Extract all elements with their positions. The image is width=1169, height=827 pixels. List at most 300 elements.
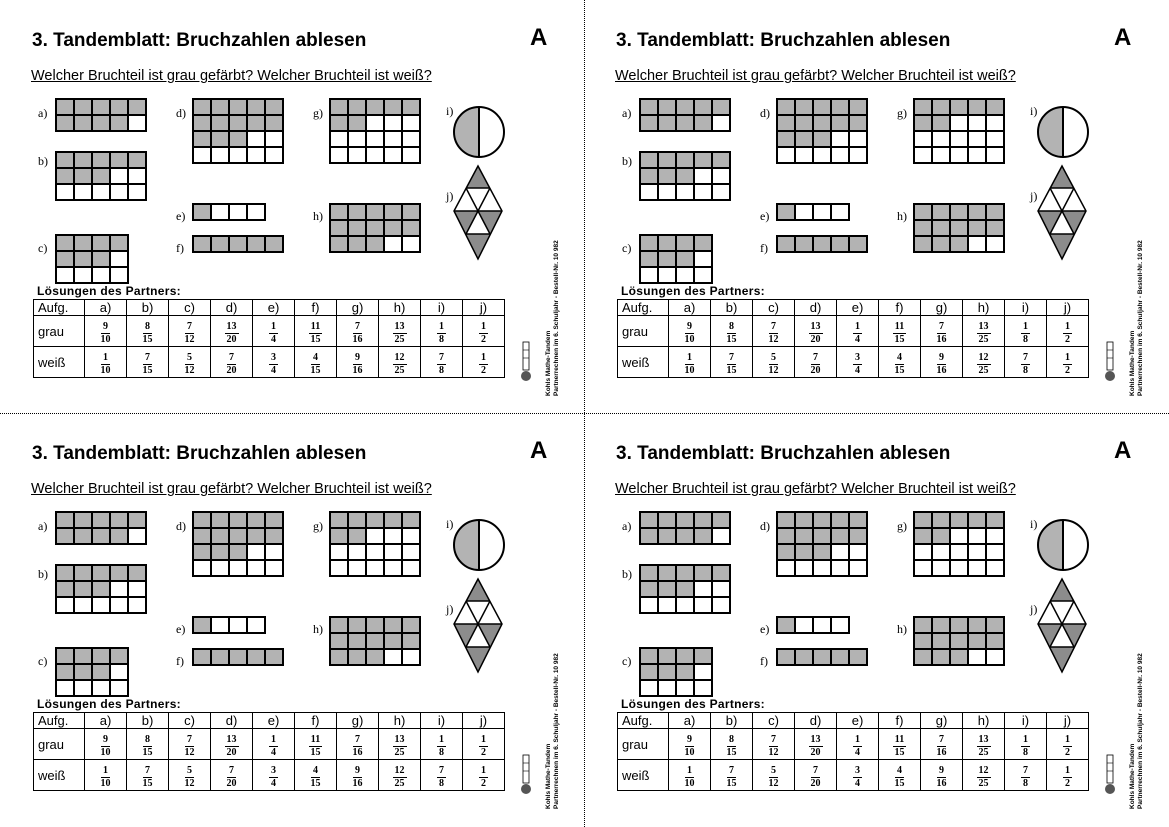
grid-cell: [384, 204, 402, 220]
grid-cell: [795, 204, 813, 220]
grid-cell: [831, 528, 849, 544]
label-h: h): [313, 209, 323, 223]
fraction: [769, 765, 779, 790]
header-cell: c): [169, 713, 211, 729]
grid-cell: [92, 528, 110, 544]
grid-cell: [110, 512, 128, 528]
numerator: 7: [813, 352, 818, 363]
grid-cell: [193, 512, 211, 528]
grid-cell: [914, 147, 932, 163]
fraction: [1021, 765, 1030, 790]
fraction-cell: [463, 347, 505, 378]
grid-cell: [968, 633, 986, 649]
grid-cell: [849, 147, 867, 163]
weiss-label: weiß: [34, 347, 85, 378]
grid-cell: [968, 115, 986, 131]
grid-cell: [914, 115, 932, 131]
denominator: 16: [936, 747, 947, 758]
grid-cell: [56, 581, 74, 597]
grid-cell: [366, 617, 384, 633]
grid-cell: [211, 544, 229, 560]
publisher-note: [545, 653, 561, 809]
numerator: 4: [897, 765, 902, 776]
grid-cell: [986, 528, 1004, 544]
numerator: 11: [310, 321, 321, 332]
denominator: 25: [394, 365, 405, 376]
grid-cell: [777, 649, 795, 665]
grid-cell: [813, 204, 831, 220]
numerator: 1: [439, 734, 444, 745]
fraction: [437, 765, 446, 790]
grid-cell: [986, 131, 1004, 147]
denominator: 12: [768, 747, 779, 758]
header-cell: h): [963, 300, 1005, 316]
grid-cell: [384, 236, 402, 252]
header-cell: f): [295, 300, 337, 316]
grid-cell: [110, 152, 128, 168]
figure-c: [55, 647, 129, 697]
numerator: 1: [687, 352, 692, 363]
fraction-cell: [921, 347, 963, 378]
numerator: 8: [145, 321, 150, 332]
denominator: 15: [310, 747, 321, 758]
grau-label: grau: [34, 316, 85, 347]
grid-cell: [366, 204, 384, 220]
numerator: 11: [894, 321, 905, 332]
grid-cell: [777, 147, 795, 163]
grid-cell: [229, 560, 247, 576]
grau-label: grau: [618, 316, 669, 347]
label-j: j): [446, 602, 454, 616]
fraction-cell: [169, 729, 211, 760]
grid-cell: [795, 528, 813, 544]
grid-cell: [74, 528, 92, 544]
worksheet-panel: [0, 413, 584, 826]
denominator: 4: [855, 778, 860, 789]
fraction-cell: [169, 760, 211, 791]
grid-cell: [676, 512, 694, 528]
denominator: 16: [936, 334, 947, 345]
fraction-cell: [753, 729, 795, 760]
grid-cell: [265, 512, 283, 528]
grid-cell: [914, 512, 932, 528]
fraction: [143, 734, 153, 759]
task-question: Welcher Bruchteil ist grau gefärbt? Welcher Bruchteil ist weiß?: [615, 68, 1016, 84]
grid-cell: [694, 267, 712, 283]
grid-cell: [795, 617, 813, 633]
label-c: c): [622, 654, 632, 668]
table-header-row: [618, 300, 1089, 316]
fraction: [353, 352, 363, 377]
worksheet-panel: [584, 0, 1168, 413]
figure-j-triangles: [453, 164, 503, 264]
grid-cell: [849, 560, 867, 576]
fraction: [479, 352, 488, 377]
label-i: i): [446, 517, 454, 531]
header-cell: h): [379, 713, 421, 729]
fraction: [727, 321, 737, 346]
grid-cell: [932, 147, 950, 163]
grid-cell: [92, 115, 110, 131]
fraction: [977, 321, 991, 346]
weiss-row: [34, 760, 505, 791]
denominator: 8: [1023, 334, 1028, 345]
grid-cell: [366, 131, 384, 147]
grid-cell: [914, 528, 932, 544]
grid-cell: [932, 236, 950, 252]
grid-cell: [932, 560, 950, 576]
denominator: 20: [226, 365, 237, 376]
denominator: 2: [1065, 778, 1070, 789]
label-h: h): [897, 622, 907, 636]
grid-cell: [92, 235, 110, 251]
numerator: 1: [481, 321, 486, 332]
grid-cell: [348, 147, 366, 163]
grid-cell: [330, 560, 348, 576]
grid-cell: [402, 131, 420, 147]
grid-cell: [384, 528, 402, 544]
figure-h: [913, 616, 1005, 666]
denominator: 16: [352, 365, 363, 376]
grid-cell: [128, 597, 146, 613]
fraction-cell: [127, 760, 169, 791]
fraction-cell: [379, 729, 421, 760]
grid-cell: [74, 664, 92, 680]
fraction-cell: [753, 347, 795, 378]
grau-label: grau: [618, 729, 669, 760]
denominator: 16: [936, 365, 947, 376]
grid-cell: [74, 597, 92, 613]
grid-cell: [694, 184, 712, 200]
grid-cell: [128, 115, 146, 131]
denominator: 10: [100, 334, 111, 345]
fraction: [769, 734, 779, 759]
fraction-cell: [211, 760, 253, 791]
header-cell: b): [711, 300, 753, 316]
numerator: 7: [729, 352, 734, 363]
numerator: 1: [1023, 734, 1028, 745]
grid-cell: [950, 204, 968, 220]
numerator: 1: [271, 321, 276, 332]
numerator: 9: [103, 734, 108, 745]
fraction-cell: [127, 347, 169, 378]
figure-g: [913, 98, 1005, 164]
figure-g: [329, 511, 421, 577]
label-f: f): [760, 654, 768, 668]
figure-f: [776, 235, 868, 253]
grid-cell: [193, 560, 211, 576]
fraction-cell: [669, 760, 711, 791]
grid-cell: [74, 648, 92, 664]
label-e: e): [176, 209, 186, 223]
grid-cell: [74, 115, 92, 131]
grid-cell: [265, 131, 283, 147]
grid-cell: [402, 236, 420, 252]
denominator: 8: [439, 365, 444, 376]
fraction: [1063, 321, 1072, 346]
grid-cell: [932, 204, 950, 220]
figure-b: [639, 564, 731, 614]
grid-cell: [777, 528, 795, 544]
figure-f: [776, 648, 868, 666]
fraction: [437, 352, 446, 377]
fraction-cell: [211, 347, 253, 378]
table-header-row: [618, 713, 1089, 729]
grid-cell: [640, 251, 658, 267]
fraction: [353, 734, 363, 759]
grid-cell: [831, 99, 849, 115]
grid-cell: [968, 649, 986, 665]
denominator: 15: [894, 747, 905, 758]
grid-cell: [128, 512, 146, 528]
grid-cell: [348, 617, 366, 633]
denominator: 2: [1065, 365, 1070, 376]
grid-cell: [849, 99, 867, 115]
grid-cell: [676, 528, 694, 544]
fraction: [977, 734, 991, 759]
grid-cell: [640, 99, 658, 115]
grid-cell: [795, 131, 813, 147]
grid-cell: [950, 99, 968, 115]
label-a: a): [38, 106, 48, 120]
fraction: [393, 734, 407, 759]
grid-cell: [694, 235, 712, 251]
grid-cell: [247, 544, 265, 560]
grid-cell: [640, 664, 658, 680]
denominator: 20: [810, 365, 821, 376]
grid-cell: [849, 528, 867, 544]
grid-cell: [795, 236, 813, 252]
grid-cell: [950, 220, 968, 236]
header-cell: f): [879, 713, 921, 729]
header-cell: g): [921, 713, 963, 729]
numerator: 7: [729, 765, 734, 776]
grid-cell: [229, 544, 247, 560]
version-letter: A: [530, 24, 548, 51]
worksheet-panel: [0, 0, 584, 413]
grid-cell: [658, 235, 676, 251]
numerator: 13: [226, 734, 237, 745]
label-f: f): [760, 241, 768, 255]
header-cell: d): [795, 713, 837, 729]
grid-cell: [110, 168, 128, 184]
grid-cell: [777, 115, 795, 131]
fraction-cell: [921, 316, 963, 347]
sheet-title: 3. Tandemblatt: Bruchzahlen ablesen: [32, 30, 367, 51]
grid-cell: [658, 152, 676, 168]
grid-cell: [986, 512, 1004, 528]
grid-cell: [402, 99, 420, 115]
fraction: [937, 321, 947, 346]
fraction: [437, 321, 446, 346]
label-b: b): [622, 567, 632, 581]
solutions-heading: Lösungen des Partners:: [37, 284, 181, 298]
grid-cell: [694, 581, 712, 597]
grid-cell: [193, 544, 211, 560]
grid-cell: [229, 617, 247, 633]
fraction: [727, 765, 737, 790]
fraction: [309, 321, 322, 346]
denominator: 15: [142, 778, 153, 789]
fraction: [1021, 352, 1030, 377]
figure-f: [192, 235, 284, 253]
denominator: 8: [1023, 365, 1028, 376]
numerator: 7: [145, 352, 150, 363]
grid-cell: [193, 131, 211, 147]
grid-cell: [658, 528, 676, 544]
fraction-cell: [879, 316, 921, 347]
fraction: [353, 765, 363, 790]
grid-cell: [56, 565, 74, 581]
grid-cell: [193, 236, 211, 252]
numerator: 1: [1023, 321, 1028, 332]
figure-c: [55, 234, 129, 284]
figure-i-circle: [452, 105, 506, 159]
denominator: 10: [684, 334, 695, 345]
fraction: [685, 321, 695, 346]
grid-cell: [831, 131, 849, 147]
grid-cell: [849, 512, 867, 528]
grid-cell: [110, 235, 128, 251]
denominator: 15: [726, 365, 737, 376]
grid-cell: [640, 267, 658, 283]
grid-cell: [110, 99, 128, 115]
fraction: [937, 734, 947, 759]
version-letter: A: [1114, 437, 1132, 464]
fraction: [269, 352, 278, 377]
header-cell: e): [253, 713, 295, 729]
weiss-row: [34, 347, 505, 378]
label-a: a): [622, 519, 632, 533]
denominator: 15: [894, 334, 905, 345]
grau-label: grau: [34, 729, 85, 760]
grid-cell: [640, 235, 658, 251]
fraction: [479, 321, 488, 346]
fraction-cell: [795, 316, 837, 347]
grid-cell: [968, 99, 986, 115]
grid-cell: [932, 131, 950, 147]
fraction: [895, 352, 905, 377]
grid-cell: [694, 251, 712, 267]
header-cell: j): [1047, 713, 1089, 729]
fraction-cell: [253, 316, 295, 347]
grid-cell: [914, 99, 932, 115]
grid-cell: [712, 528, 730, 544]
publisher-line-1: Kohls Mathe-Tandem: [545, 743, 552, 809]
fraction-cell: [669, 316, 711, 347]
fraction-cell: [295, 316, 337, 347]
fraction: [101, 734, 111, 759]
grid-cell: [348, 115, 366, 131]
grid-cell: [74, 235, 92, 251]
grid-cell: [330, 204, 348, 220]
numerator: 13: [394, 734, 405, 745]
label-d: d): [760, 106, 770, 120]
figure-d: [776, 511, 868, 577]
grid-cell: [640, 581, 658, 597]
fraction-cell: [463, 760, 505, 791]
numerator: 1: [439, 321, 444, 332]
fraction: [685, 352, 695, 377]
grid-cell: [694, 565, 712, 581]
grid-cell: [366, 99, 384, 115]
grid-cell: [795, 512, 813, 528]
grid-cell: [658, 251, 676, 267]
fraction-cell: [837, 316, 879, 347]
header-cell: i): [1005, 713, 1047, 729]
numerator: 13: [810, 321, 821, 332]
fraction: [479, 734, 488, 759]
denominator: 12: [768, 365, 779, 376]
denominator: 16: [936, 778, 947, 789]
grid-cell: [110, 115, 128, 131]
denominator: 16: [352, 747, 363, 758]
denominator: 15: [894, 365, 905, 376]
fraction: [937, 352, 947, 377]
grid-cell: [92, 565, 110, 581]
grid-cell: [950, 147, 968, 163]
header-cell: g): [921, 300, 963, 316]
fraction: [101, 765, 111, 790]
grid-cell: [366, 147, 384, 163]
grau-row: [618, 316, 1089, 347]
publisher-line-1: Kohls Mathe-Tandem: [1129, 743, 1136, 809]
grid-cell: [640, 528, 658, 544]
grid-cell: [986, 560, 1004, 576]
grid-cell: [110, 581, 128, 597]
grid-cell: [92, 512, 110, 528]
grid-cell: [932, 649, 950, 665]
grid-cell: [56, 528, 74, 544]
label-h: h): [313, 622, 323, 636]
denominator: 12: [184, 778, 195, 789]
fraction: [393, 352, 407, 377]
denominator: 2: [1065, 747, 1070, 758]
denominator: 15: [310, 365, 321, 376]
header-cell: a): [85, 713, 127, 729]
grid-cell: [831, 649, 849, 665]
fraction-cell: [921, 760, 963, 791]
denominator: 15: [310, 334, 321, 345]
header-cell: g): [337, 713, 379, 729]
fraction-cell: [879, 760, 921, 791]
grid-cell: [795, 560, 813, 576]
grid-cell: [694, 528, 712, 544]
grid-cell: [265, 99, 283, 115]
grid-cell: [348, 633, 366, 649]
grid-cell: [914, 236, 932, 252]
grau-row: [618, 729, 1089, 760]
fraction: [185, 765, 195, 790]
numerator: 1: [687, 765, 692, 776]
numerator: 1: [481, 352, 486, 363]
grid-cell: [128, 99, 146, 115]
grid-cell: [193, 99, 211, 115]
grid-cell: [193, 147, 211, 163]
grid-cell: [658, 99, 676, 115]
header-cell: e): [253, 300, 295, 316]
grid-cell: [676, 115, 694, 131]
fraction-cell: [1047, 760, 1089, 791]
fraction: [811, 352, 821, 377]
fraction: [309, 734, 322, 759]
grid-cell: [849, 649, 867, 665]
grid-cell: [92, 184, 110, 200]
fraction-cell: [1047, 316, 1089, 347]
sheet-title: 3. Tandemblatt: Bruchzahlen ablesen: [616, 30, 951, 51]
grid-cell: [384, 649, 402, 665]
fraction: [143, 352, 153, 377]
